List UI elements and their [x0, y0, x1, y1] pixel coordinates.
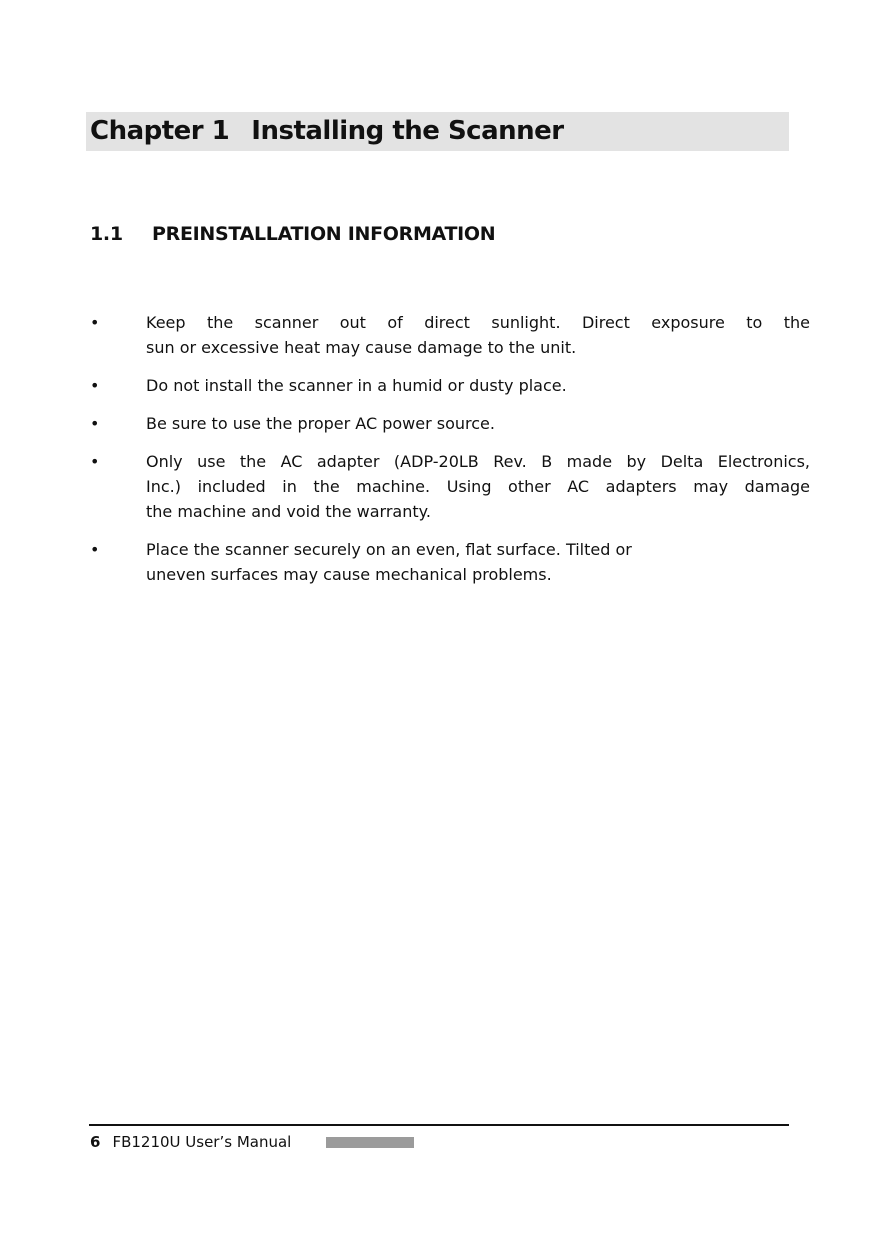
list-item-line: Keep the scanner out of direct sunlight. Direct exposure to the [146, 313, 810, 332]
chapter-header [86, 112, 789, 151]
footer-decoration-bar [326, 1137, 414, 1148]
bullet-icon: • [90, 452, 100, 471]
chapter-title [90, 112, 564, 151]
bullet-icon: • [90, 376, 100, 395]
list-item-line: Do not install the scanner in a humid or dusty place. [146, 376, 567, 395]
section-number: 1.1 [90, 223, 123, 245]
list-item-line: Place the scanner securely on an even, flat surface. Tilted or [146, 540, 632, 559]
bullet-icon: • [90, 414, 100, 433]
list-item-line: Only use the AC adapter (ADP-20LB Rev. B made by Delta Electronics, [146, 452, 810, 471]
bullet-icon: • [90, 540, 100, 559]
footer-divider [89, 1124, 789, 1126]
list-item-line: sun or excessive heat may cause damage to the unit. [146, 338, 577, 357]
list-item [90, 537, 810, 587]
page-number: 6 [90, 1133, 101, 1151]
section-heading [90, 223, 495, 245]
section-title: PREINSTALLATION INFORMATION [152, 223, 496, 245]
bullet-list [90, 310, 810, 600]
chapter-name: Installing the Scanner [251, 116, 564, 146]
list-item-line: Be sure to use the proper AC power source. [146, 414, 495, 433]
bullet-icon: • [90, 313, 100, 332]
list-item [90, 449, 810, 524]
list-item-line: Inc.) included in the machine. Using other AC adapters may damage [146, 477, 810, 496]
manual-title: FB1210U User’s Manual [112, 1133, 292, 1151]
chapter-label: Chapter 1 [90, 116, 230, 146]
list-item [90, 373, 810, 398]
list-item [90, 411, 810, 436]
list-item [90, 310, 810, 360]
list-item-line: uneven surfaces may cause mechanical problems. [146, 565, 552, 584]
list-item-line: the machine and void the warranty. [146, 502, 431, 521]
page-footer [90, 1132, 291, 1152]
